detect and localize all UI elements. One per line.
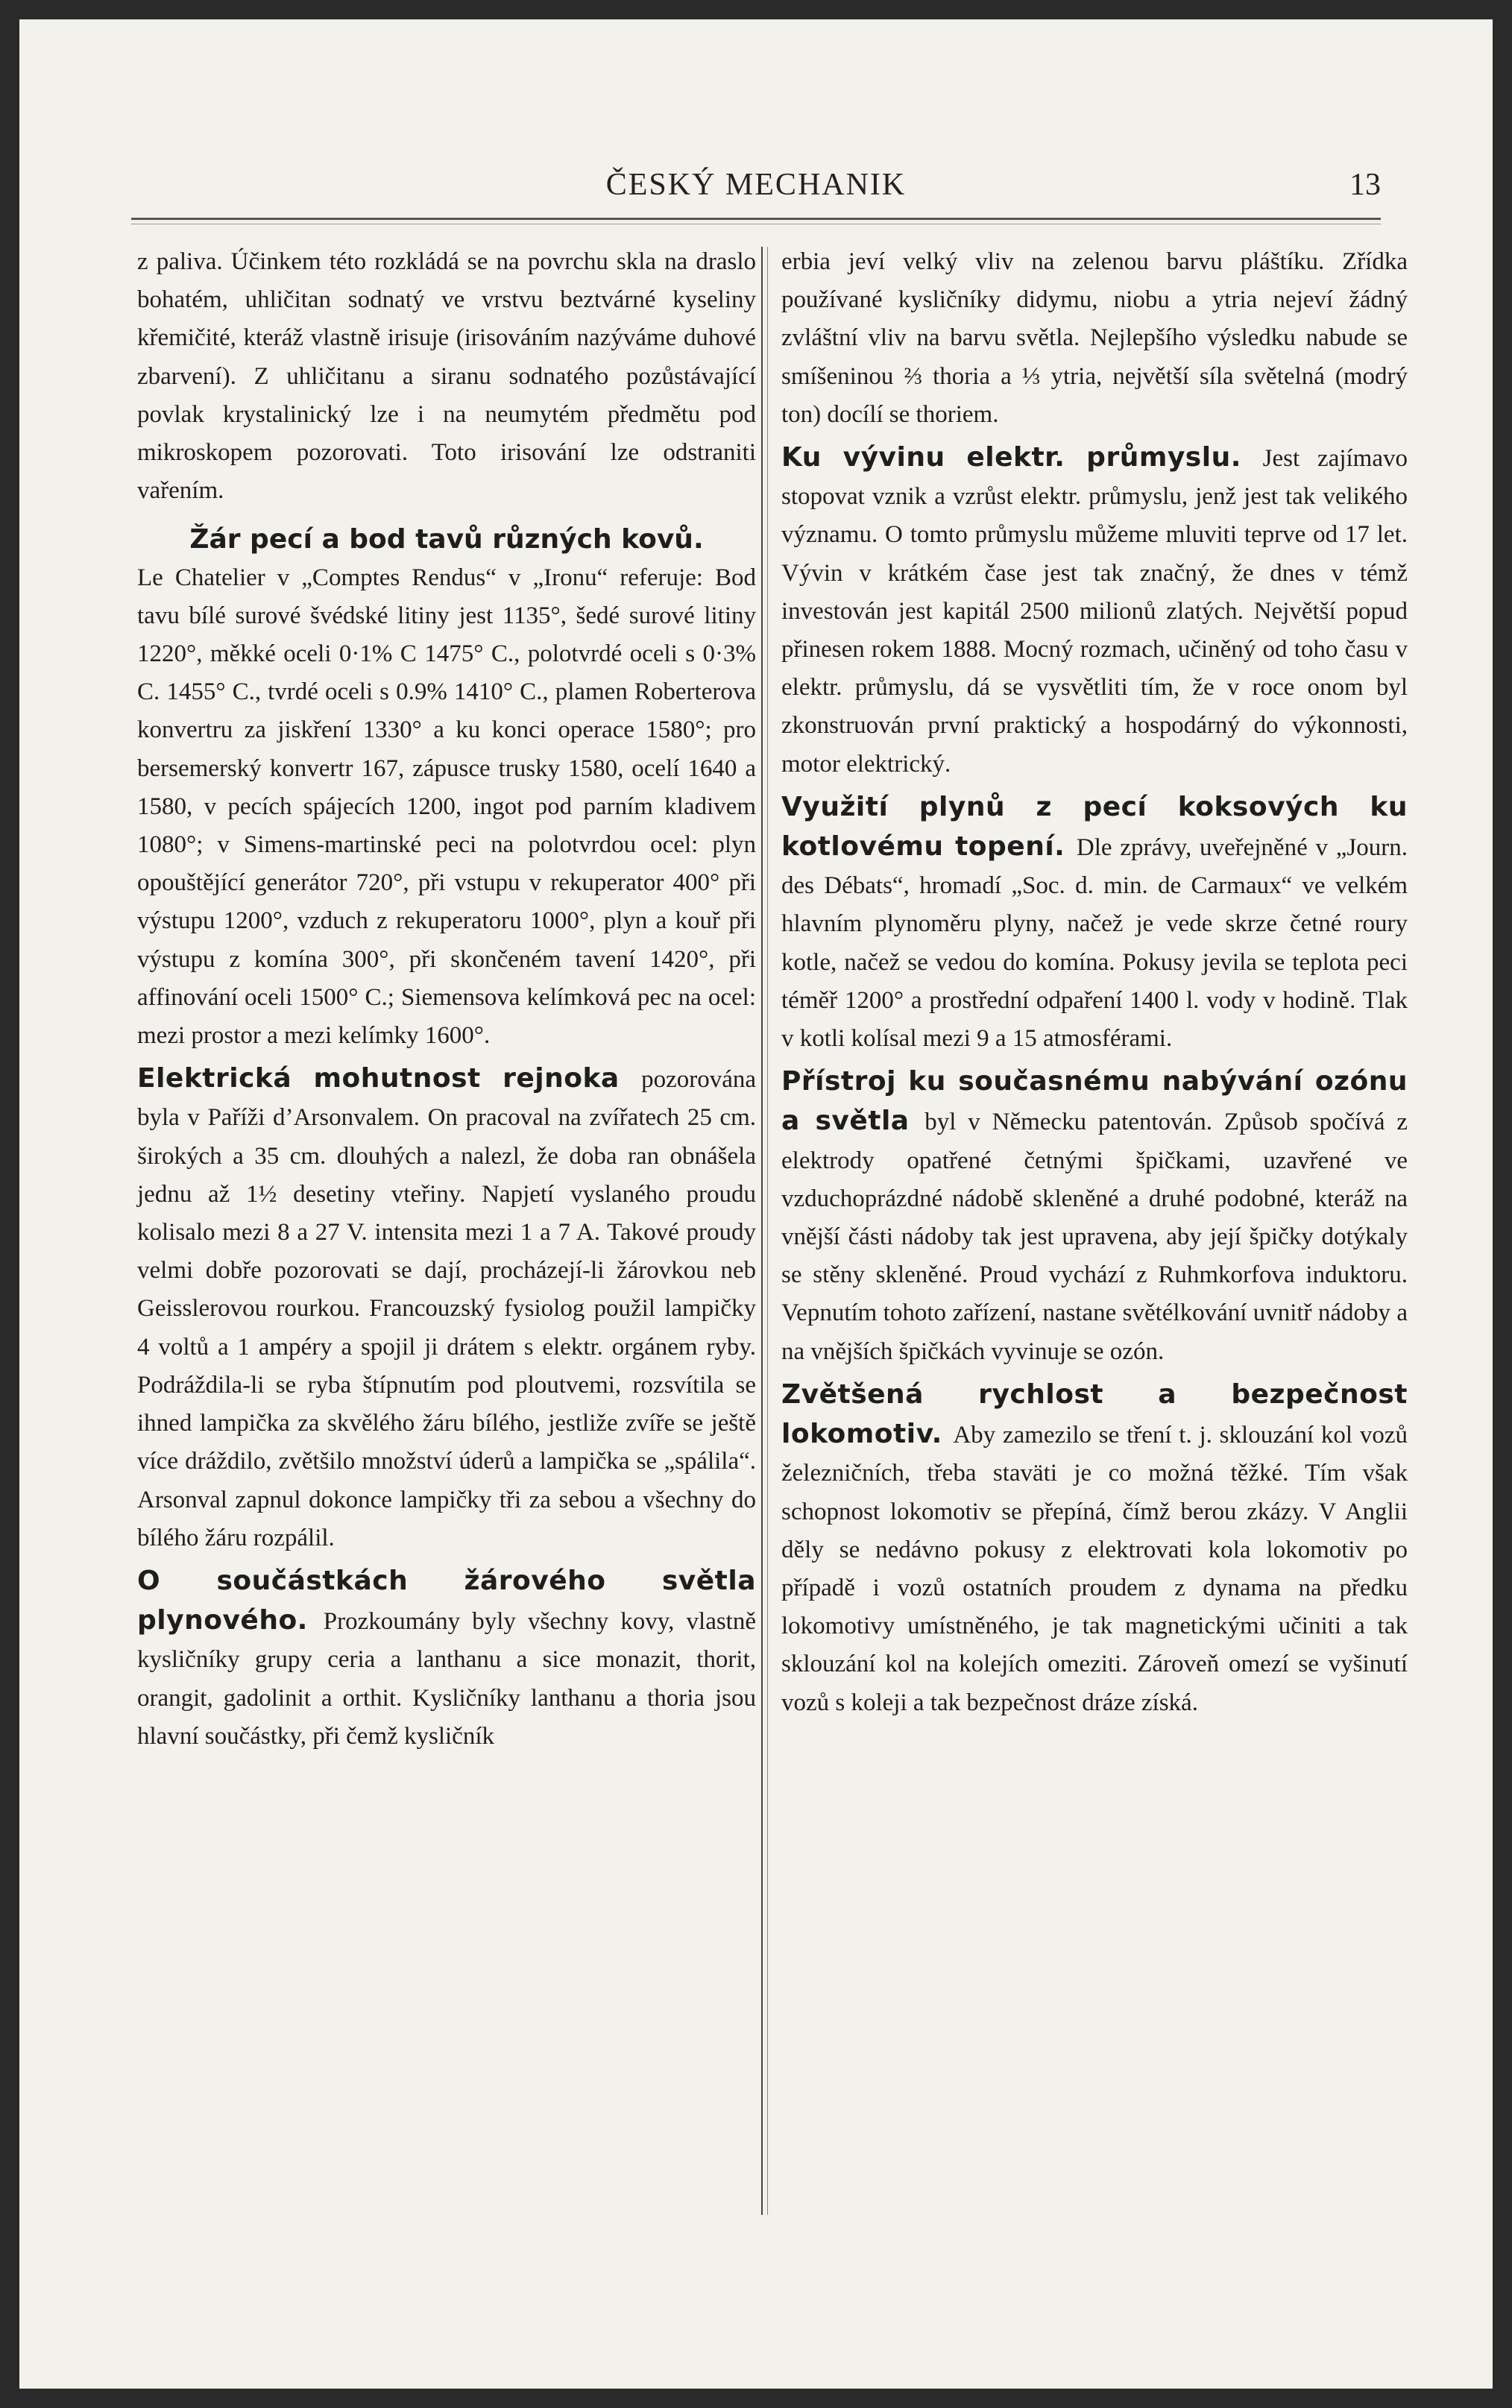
article-heading: Žár pecí a bod tavů různých kovů. <box>189 524 704 555</box>
article-electric-ray <box>137 1059 756 1557</box>
running-head <box>131 164 1381 209</box>
article-gas-light <box>137 1562 756 1756</box>
article-heading: Elektrická mohutnost rejnoka <box>137 1063 642 1094</box>
article-body: Aby zamezilo se tření t. j. sklouzání kol vozů železničních, třeba staväti je co možná těžké. Tím však schopnost lokomotiv se přepíná, čímž berou zkázy. V Anglii děly se nedávno pokusy z elektrovati kola lokomotiv po případě i vozů ostatních proudem z dynama na předku lokomotivy umístněného, je tak magnetickými učiniti a tak sklouzání kol na kolejích omeziti. Zároveň omezí se vyšinutí vozů s koleji a tak bezpečnost dráze získá. <box>781 1422 1408 1716</box>
column-divider-thin <box>767 247 768 2215</box>
article-heading: Využití plynů z pecí koksových ku kotlovému topení. <box>781 791 1408 863</box>
article-coke-gases <box>781 788 1408 1058</box>
continued-paragraph: z paliva. Účinkem této rozkládá se na povrchu skla na draslo bohatém, uhličitan sodnatý ve vrstvu beztvárné kyseliny křemičité, kteráž vlastně irisuje (irisováním nazýváme duhové zbarvení). Z uhličitanu a siranu sodnatého pozůstávající povlak krystalinický lze i na neumytém předmětu pod mikroskopem pozorovati. Toto irisování lze odstraniti vařením. <box>137 248 756 505</box>
article-heading: O součástkách žárového světla plynového. <box>137 1565 756 1636</box>
continued-paragraph: erbia jeví velký vliv na zelenou barvu pláštíku. Zřídka používané kysličníky didymu, niobu a ytria nejeví žádný zvláštní vliv na barvu světla. Nejlepšího výsledku nabude se smíšeninou ⅔ thoria a ⅓ ytria, největší síla světelná (modrý ton) docílí se thoriem. <box>781 248 1408 428</box>
right-column <box>781 243 1408 1722</box>
left-column <box>137 243 756 1756</box>
article-body: pozorována byla v Paříži d’Arsonvalem. On pracoval na zvířatech 25 cm. širokých a 35 cm. dlouhých a nalezl, že doba ran obnášela jednu až 1½ desetiny vteřiny. Napjetí vyslaného proudu kolisalo mezi 8 a 27 V. intensita mezi 1 a 7 A. Takové proudy velmi dobře pozorovati se dají, procházejí-li žárovkou neb Geisslerovou rourkou. Francouzský fysiolog použil lampičky 4 voltů a 1 ampéry a spojil ji drátem s elektr. orgánem ryby. Podráždila-li se ryba štípnutím pod ploutvemi, rozsvítila se ihned lampička za skvělého žáru bílého, jestliže zvíře se ještě více dráždilo, zvětšilo množství úderů a lampička se „spálila“. Arsonval zapnul dokonce lampičky tři za sebou a všechny do bílého žáru rozpálil. <box>137 1066 756 1551</box>
article-body: Prozkoumány byly všechny kovy, vlastně kysličníky grupy ceria a lanthanu a sice monazit, thorit, orangit, gadolinit a orthit. Kysličníky lanthanu a thoria jsou hlavní součástky, při čemž kysličník <box>137 1608 756 1750</box>
article-electric-industry <box>781 438 1408 784</box>
article-body: Jest zajímavo stopovat vznik a vzrůst elektr. průmyslu, jenž jest tak velikého významu. O tomto průmyslu můžeme mluviti teprve od 17 let. Vývin v krátkém čase jest tak značný, že dnes v témž investován jest kapitál 2500 milionů zlatých. Největší popud přinesen rokem 1888. Mocný rozmach, učiněný od toho času v elektr. průmyslu, dá se vysvětliti tím, že v roce onom byl zkonstruován první praktický a hospodárný do výkonnosti, motor elektrický. <box>781 445 1408 778</box>
article-body: Le Chatelier v „Comptes Rendus“ v „Ironu“ referuje: Bod tavu bílé surové švédské litiny jest 1135°, šedé surové litiny 1220°, měkké oceli 0·1% C 1475° C., polotvrdé oceli s 0·3% C. 1455° C., tvrdé oceli s 0.9% 1410° C., plamen Roberterova konvertru za jiskření 1330° a ku konci operace 1580°; pro bersemerský konvertr 167, zápusce trusky 1580, ocelí 1640 a 1580, v pecích spájecích 1200, ingot pod parním kladivem 1080°; v Simens-martinské peci na polotvrdou ocel: plyn opouštějící generátor 720°, při vstupu v rekuperator 400° při výstupu 1200°, vzduch z rekuperatoru 1000°, plyn a kouř při výstupu z komína 300°, při skončeném tavení 1420°, při affinování oceli 1500° C.; Siemensova kelímková pec na ocel: mezi prostor a mezi kelímky 1600°. <box>137 564 756 1050</box>
column-divider <box>761 247 763 2215</box>
article-heading: Zvětšená rychlost a bezpečnost lokomotiv. <box>781 1378 1408 1450</box>
article-heading: Přístroj ku současnému nabývání ozónu a světla <box>781 1066 1408 1137</box>
article-body: Dle zprávy, uveřejněné v „Journ. des Débats“, hromadí „Soc. d. min. de Carmaux“ ve velkém hlavním plynoměru plyny, načež je vede skrze četné roury kotle, načež se vedou do komína. Pokusy jevila se teplota peci téměř 1200° a prostřední odpaření 1400 l. vody v hodině. Tlak v kotli kolísal mezi 9 a 15 atmosférami. <box>781 834 1408 1053</box>
article-melting-points <box>137 520 756 1055</box>
article-body: byl v Německu patentován. Způsob spočívá z elektrody opatřené četnými špičkami, uzavřené ve vzduchoprázdné nádobě skleněné a druhé podobné, kteráž na vnější části nádoby tak jest upravena, aby její špičky dotýkaly se stěny skleněné. Proud vychází z Ruhmkorfova induktoru. Vepnutím tohoto zařízení, nastane světélkování uvnitř nádoby a na vnějších špičkách vyvinuje se ozón. <box>781 1109 1408 1365</box>
header-rule <box>131 218 1381 220</box>
article-locomotives <box>781 1375 1408 1722</box>
article-ozone-device <box>781 1062 1408 1371</box>
journal-page <box>19 19 1493 2389</box>
page-number: 13 <box>1349 168 1381 202</box>
journal-title: ČESKÝ MECHANIK <box>605 168 907 202</box>
article-heading: Ku vývinu elektr. průmyslu. <box>781 442 1263 473</box>
